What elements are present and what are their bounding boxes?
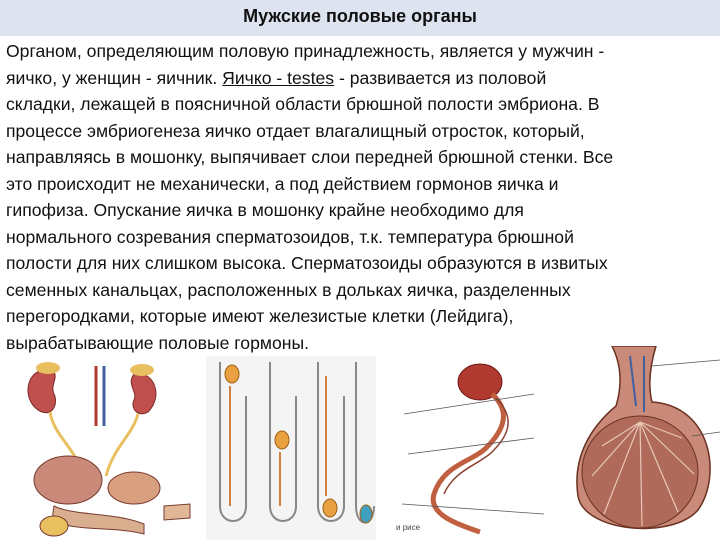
text-line: гипофиза. Опускание яичка в мошонку крайне необходимо для (6, 200, 524, 220)
figure-caption: и рисе (396, 523, 421, 532)
text-line: направляясь в мошонку, выпячивает слои передней брюшной стенки. Все (6, 147, 614, 167)
text-line: это происходит не механически, а под действием гормонов яичка и (6, 173, 559, 194)
body-paragraph (6, 38, 714, 356)
text-line: перегородками, которые имеют железистые клетки (Лейдига), (6, 306, 514, 326)
text-line: процессе эмбриогенеза яичко отдает влагалищный отросток, который, (6, 120, 585, 141)
title-bar (0, 0, 720, 36)
text-line: вырабатывающие половые гормоны. (6, 332, 310, 353)
text-fragment: яичко, у женщин - яичник. (6, 67, 223, 88)
slide-title: Мужские половые органы (243, 6, 477, 26)
text-fragment: - развивается из половой (334, 67, 547, 88)
urogenital-system-illustration (14, 356, 200, 540)
testes-term: Яичко - testes (222, 67, 335, 88)
text-line: Органом, определяющим половую принадлежность, является у мужчин - (6, 41, 605, 61)
testicular-descent-illustration (206, 356, 376, 540)
text-line (6, 65, 714, 92)
text-line: семенных канальцах, расположенных в дольках яичка, разделенных (6, 279, 571, 300)
text-line: полости для них слишком высока. Сперматозоиды образуются в извитых (6, 253, 608, 273)
text-line: складки, лежащей в поясничной области брюшной полости эмбриона. В (6, 94, 600, 114)
epididymis-illustration (384, 354, 548, 540)
testis-section-illustration (552, 346, 720, 540)
text-line: нормального созревания сперматозоидов, т.к. температура брюшной (6, 226, 574, 247)
